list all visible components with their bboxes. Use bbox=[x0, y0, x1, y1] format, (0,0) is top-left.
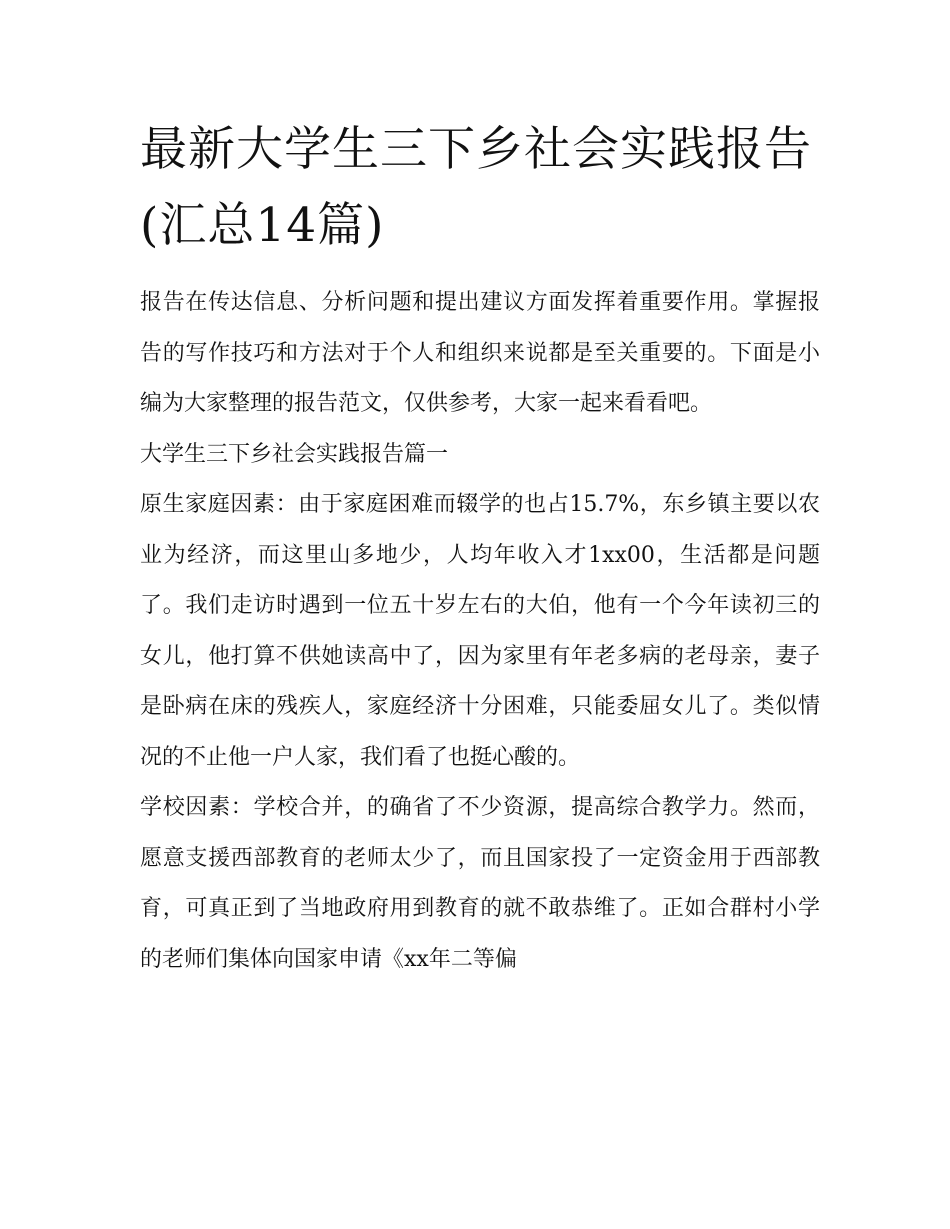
body-paragraph-school-factors: 学校因素：学校合并，的确省了不少资源，提高综合教学力。然而，愿意支援西部教育的老师太少了，而且国家投了一定资金用于西部教育，可真正到了当地政府用到教育的就不敢恭维了。正如合群村小学的老师们集体向国家申请《xx年二等偏 bbox=[140, 795, 820, 972]
document-body bbox=[140, 278, 820, 985]
intro-paragraph: 报告在传达信息、分析问题和提出建议方面发挥着重要作用。掌握报告的写作技巧和方法对于个人和组织来说都是至关重要的。下面是小编为大家整理的报告范文，仅供参考，大家一起来看看吧。 bbox=[140, 290, 820, 416]
body-paragraph-family-factors: 原生家庭因素：由于家庭困难而辍学的也占15.7%，东乡镇主要以农业为经济，而这里山多地少，人均年收入才1xx00，生活都是问题了。我们走访时遇到一位五十岁左右的大伯，他有一个今年读初三的女儿，他打算不供她读高中了，因为家里有年老多病的老母亲，妻子是卧病在床的残疾人，家庭经济十分困难，只能委屈女儿了。类似情况的不止他一户人家，我们看了也挺心酸的。 bbox=[140, 492, 820, 770]
section-heading: 大学生三下乡社会实践报告篇一 bbox=[140, 441, 449, 467]
page-title: 最新大学生三下乡社会实践报告(汇总14篇) bbox=[140, 122, 812, 253]
